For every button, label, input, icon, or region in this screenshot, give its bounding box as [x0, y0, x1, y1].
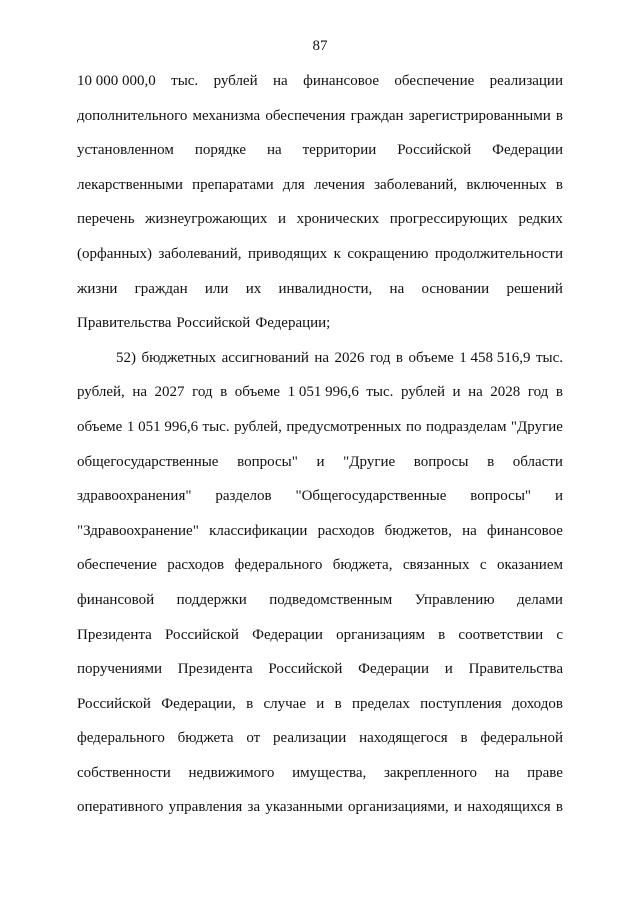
text-word: федерального: [234, 557, 323, 574]
text-word: закрепленного: [383, 764, 477, 781]
text-word: зарегистрированными: [408, 107, 551, 124]
text-word: жизни: [77, 280, 118, 297]
text-word: тыс.: [171, 73, 199, 89]
text-word: и: [452, 384, 461, 401]
text-word: оперативного: [77, 799, 164, 816]
text-word: на: [462, 522, 477, 539]
text-word: и: [277, 211, 286, 228]
text-word: бюджета: [177, 730, 234, 747]
text-word: Правительства: [77, 315, 172, 332]
text-word: 2026: [334, 349, 365, 366]
text-word: управления: [168, 799, 243, 816]
text-word: 52): [116, 349, 136, 366]
text-word: на: [494, 764, 510, 781]
text-word: в: [460, 730, 468, 747]
text-word: год: [527, 384, 549, 401]
text-word: и: [554, 488, 563, 505]
text-word: редких: [518, 211, 563, 228]
text-word: 1 051 996,6: [287, 384, 359, 401]
text-word: тыс.: [535, 349, 563, 366]
text-line: [77, 555, 563, 590]
text-word: недвижимого: [188, 764, 275, 781]
text-word: имущества,: [292, 764, 367, 781]
text-word: дополнительного: [77, 107, 188, 124]
text-word: заболеваний,: [158, 245, 242, 262]
text-word: находящихся: [467, 799, 551, 816]
text-word: вопросы: [413, 453, 469, 470]
text-word: "Общегосударственные: [295, 488, 447, 505]
text-word: Федерации: [358, 661, 429, 678]
text-word: обеспечение: [77, 557, 157, 574]
page-number: 87: [312, 38, 328, 54]
text-word: 2027: [154, 384, 185, 401]
text-word: с: [479, 557, 487, 574]
text-word: в: [555, 176, 563, 193]
text-line: [77, 382, 563, 417]
text-word: на: [266, 142, 282, 159]
text-word: Российской: [165, 626, 239, 643]
text-word: в: [555, 799, 563, 816]
text-word: рублей,: [77, 384, 125, 401]
text-word: граждан: [350, 107, 404, 124]
text-line: [77, 209, 563, 244]
text-word: основании: [421, 280, 490, 297]
text-word: поручениями: [77, 661, 163, 678]
text-word: 1 051 996,6: [126, 418, 199, 435]
text-word: реализации: [272, 730, 347, 747]
text-line: [77, 694, 563, 729]
text-word: приводящих: [247, 245, 328, 262]
text-word: бюджетов,: [384, 522, 452, 539]
text-word: их: [245, 280, 262, 297]
text-word: области: [512, 453, 563, 470]
text-word: Федерации: [492, 142, 563, 159]
text-line: [77, 244, 563, 279]
text-word: продолжительности: [434, 245, 563, 262]
text-word: реализации: [489, 73, 563, 89]
text-word: пределах: [351, 695, 410, 712]
text-word: сокращению: [347, 245, 429, 262]
text-word: в: [487, 453, 495, 470]
text-word: 2028: [490, 384, 521, 401]
text-line: [77, 175, 563, 210]
text-word: год: [369, 349, 391, 366]
text-word: классификации: [209, 522, 308, 539]
text-word: находящегося: [359, 730, 448, 747]
text-word: федерального: [77, 730, 165, 747]
text-word: жизнеугрожающих: [145, 211, 268, 228]
text-word: бюджета,: [332, 557, 393, 574]
text-word: Федерации;: [255, 315, 331, 332]
text-line: [77, 625, 563, 660]
text-word: в: [555, 107, 563, 124]
text-word: Федерации: [252, 626, 323, 643]
text-word: организациями,: [348, 799, 449, 816]
text-line: [77, 106, 563, 141]
text-word: бюджетных: [141, 349, 217, 366]
text-word: территории: [302, 142, 377, 159]
text-word: "Здравоохранение": [77, 522, 199, 539]
text-word: предусмотренных: [286, 418, 402, 435]
text-word: установленном: [77, 142, 174, 159]
text-word: Правительства: [468, 661, 563, 678]
text-word: Российской: [77, 695, 151, 712]
text-word: препаратами: [192, 176, 274, 193]
text-word: общегосударственные: [77, 453, 219, 470]
text-word: за: [247, 799, 261, 816]
text-word: лекарственными: [77, 176, 183, 193]
text-word: в: [555, 384, 563, 401]
text-word: объеме: [408, 349, 454, 366]
text-word: хронических: [296, 211, 380, 228]
text-word: Российской: [268, 661, 343, 678]
text-word: Федерации,: [161, 695, 236, 712]
text-word: доходов: [511, 695, 563, 712]
text-line: [77, 417, 563, 452]
text-word: на: [273, 73, 288, 89]
text-word: организациям: [336, 626, 425, 643]
text-word: 1 458 516,9: [459, 349, 531, 366]
text-word: и: [316, 695, 325, 712]
text-word: объеме: [234, 384, 281, 401]
text-word: связанных: [402, 557, 470, 574]
text-word: Президента: [177, 661, 253, 678]
text-word: разделов: [215, 488, 272, 505]
text-word: вопросы": [470, 488, 532, 505]
text-word: расходов: [167, 557, 225, 574]
text-word: тыс.: [202, 418, 230, 435]
text-word: ассигнований: [221, 349, 309, 366]
text-word: по: [405, 418, 422, 435]
text-word: в: [334, 695, 342, 712]
text-line: [77, 486, 563, 521]
text-word: Управлению: [414, 591, 495, 608]
text-word: лечения: [314, 176, 365, 193]
text-word: и: [444, 661, 453, 678]
text-word: поддержки: [176, 591, 247, 608]
text-word: заболеваний,: [374, 176, 458, 193]
text-word: указанными: [265, 799, 343, 816]
text-word: в: [395, 349, 403, 366]
text-word: оказанием: [496, 557, 563, 574]
text-word: федеральной: [480, 730, 563, 747]
text-word: или: [204, 280, 229, 297]
text-word: рублей: [400, 384, 445, 401]
text-word: собственности: [77, 764, 171, 781]
text-word: на: [389, 280, 405, 297]
text-word: 10 000 000,0: [77, 73, 156, 89]
text-word: и: [316, 453, 325, 470]
text-word: порядке: [194, 142, 246, 159]
text-word: расходов: [317, 522, 375, 539]
text-word: от: [246, 730, 261, 747]
text-word: здравоохранения": [77, 488, 192, 505]
text-word: механизма: [192, 107, 261, 124]
text-word: Российской: [397, 142, 472, 159]
text-line: [77, 313, 563, 348]
text-word: в: [438, 626, 446, 643]
text-word: для: [282, 176, 305, 193]
text-word: рублей,: [234, 418, 282, 435]
text-word: подразделам: [425, 418, 507, 435]
text-word: включенных: [466, 176, 547, 193]
text-word: с: [556, 626, 563, 643]
text-word: год: [192, 384, 213, 401]
text-line: [77, 71, 563, 106]
text-word: обеспечение: [394, 73, 475, 89]
text-word: праве: [527, 764, 563, 781]
text-line: [77, 763, 563, 798]
text-line: [77, 521, 563, 556]
body-text: [77, 71, 563, 832]
text-word: к: [333, 245, 341, 262]
text-line: [77, 728, 563, 763]
text-word: граждан: [134, 280, 188, 297]
text-word: прогрессирующих: [389, 211, 508, 228]
text-word: перечень: [77, 211, 135, 228]
text-word: в: [246, 695, 254, 712]
text-word: в: [220, 384, 228, 401]
text-word: вопросы": [237, 453, 298, 470]
text-word: "Другие: [343, 453, 396, 470]
text-line: [77, 797, 563, 832]
text-word: делами: [517, 591, 563, 608]
text-word: тыс.: [366, 384, 394, 401]
text-word: соответствии: [458, 626, 544, 643]
text-word: рублей: [213, 73, 258, 89]
text-line: [77, 452, 563, 487]
text-line: [77, 659, 563, 694]
text-word: финансовое: [487, 522, 563, 539]
text-word: случае: [263, 695, 306, 712]
text-line: [77, 279, 563, 314]
text-line: [77, 348, 563, 383]
text-word: решений: [506, 280, 563, 297]
text-word: на: [314, 349, 330, 366]
text-word: (орфанных): [77, 245, 152, 262]
text-word: на: [132, 384, 148, 401]
text-word: финансовое: [303, 73, 380, 89]
text-line: [77, 590, 563, 625]
text-word: обеспечения: [265, 107, 346, 124]
text-word: финансовой: [77, 591, 155, 608]
text-word: Российской: [176, 315, 251, 332]
text-word: поступления: [420, 695, 502, 712]
text-word: и: [453, 799, 462, 816]
text-line: [77, 140, 563, 175]
text-word: объеме: [77, 418, 123, 435]
text-word: "Другие: [510, 418, 563, 435]
text-word: инвалидности,: [278, 280, 373, 297]
text-word: подведомственным: [269, 591, 393, 608]
text-word: Президента: [77, 626, 152, 643]
text-word: на: [468, 384, 483, 401]
